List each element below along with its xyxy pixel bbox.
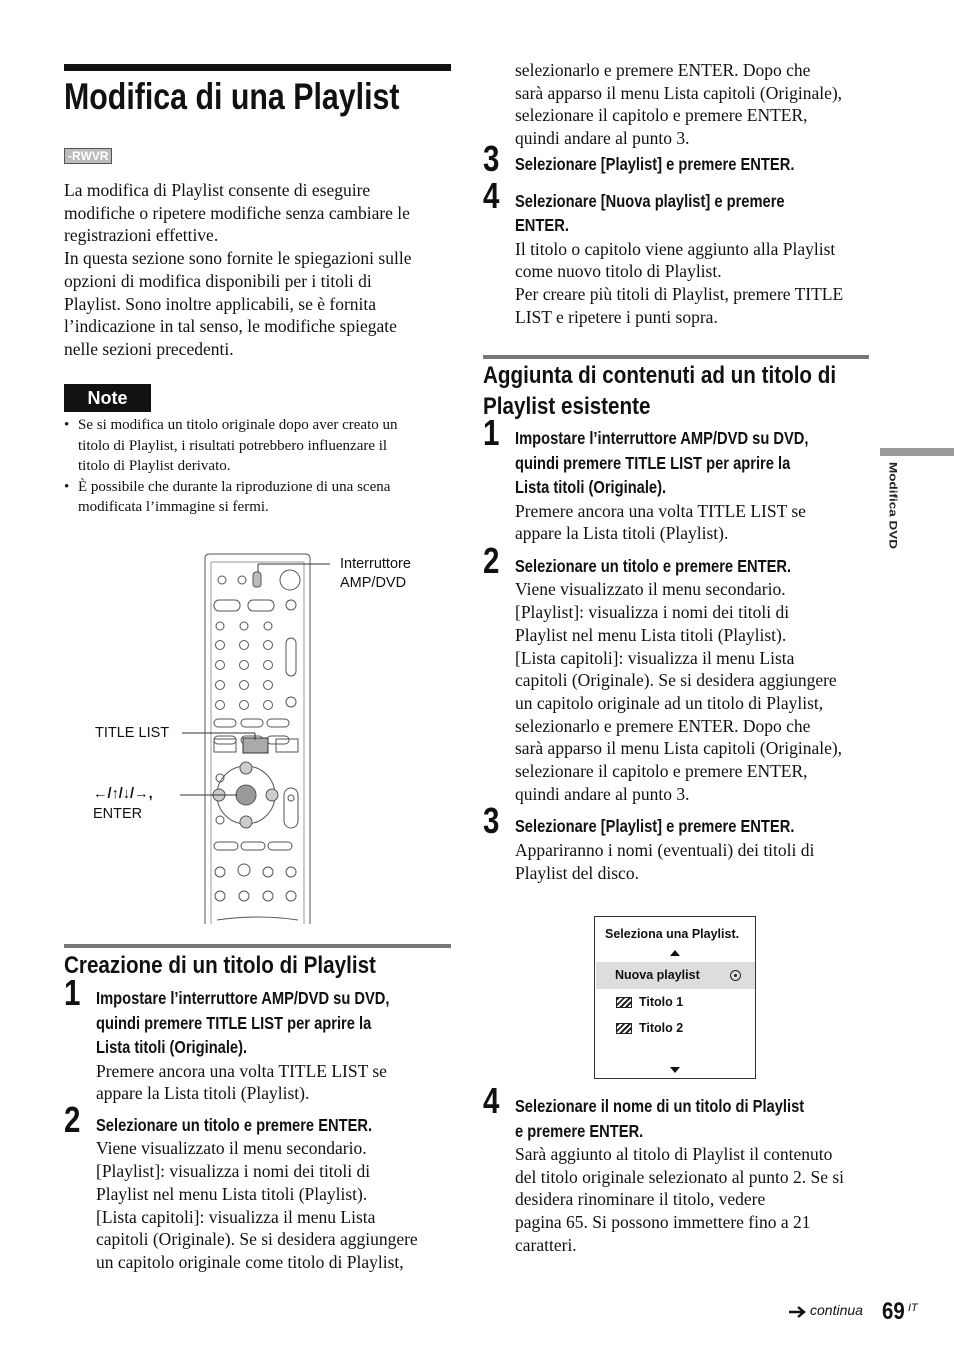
step-title-line: quindi premere TITLE LIST per aprire la [515, 452, 791, 473]
text-line: opzioni di modifica disponibili per i titoli di [64, 270, 372, 291]
step-body-line: del titolo originale selezionato al punto 2. Se si [515, 1166, 845, 1187]
step-body [96, 1137, 454, 1273]
menu-item-titolo-2[interactable] [596, 1015, 755, 1041]
step-body [96, 1060, 454, 1105]
note-item [64, 477, 398, 518]
step-4 [483, 174, 873, 329]
text-line: sarà apparso il menu Lista capitoli (Originale), [515, 82, 843, 103]
text-line: nelle sezioni precedenti. [64, 338, 234, 359]
step-title-line: Impostare l’interruttore AMP/DVD su DVD, [515, 428, 809, 448]
section1-rule [64, 944, 451, 948]
col2-continued-text [515, 59, 842, 150]
step-body [515, 839, 873, 884]
step-body [515, 238, 873, 329]
menu-item-label: Titolo 2 [639, 1021, 684, 1035]
step-number: 1 [64, 972, 81, 1013]
step-body-line: caratteri. [515, 1234, 577, 1255]
menu-item-label: Titolo 1 [639, 995, 684, 1009]
step-body-line: appare la Lista titoli (Playlist). [96, 1083, 310, 1104]
section2-steps-a [483, 412, 873, 884]
step-body-line: selezionarlo e premere ENTER. Dopo che [515, 715, 811, 736]
step-title-line: Selezionare [Playlist] e premere ENTER. [515, 154, 795, 174]
step-body-line: [Playlist]: visualizza i nomi dei titoli di [515, 602, 790, 623]
step-title [515, 814, 873, 839]
continua-arrow-icon [789, 1305, 809, 1317]
step-body-line: selezionare il capitolo e premere ENTER, [515, 761, 808, 782]
bullet-icon: • [64, 478, 70, 495]
step-body-line: Premere ancora una volta TITLE LIST se [96, 1060, 387, 1081]
text-line: Playlist. Sono inoltre applicabili, se è fornita [64, 293, 377, 314]
step-body-line: appare la Lista titoli (Playlist). [515, 523, 729, 544]
bullet-icon: • [64, 417, 70, 433]
callout-amp-dvd: Interruttore AMP/DVD [340, 556, 411, 591]
note-line: Se si modifica un titolo originale dopo aver creato un [78, 417, 398, 433]
section2-heading: Aggiunta di contenuti ad un titolo di Playlist esistente [483, 362, 837, 420]
page-number: 69 [882, 1298, 905, 1325]
step-title [515, 426, 873, 500]
step-title-line: Selezionare il nome di un titolo di Playlist [515, 1096, 805, 1116]
side-tab-bar [880, 448, 954, 456]
text-line: modifiche o ripetere modifiche senza cambiare le [64, 202, 410, 223]
step-title [515, 189, 873, 238]
step-body-line: LIST e ripetere i punti sopra. [515, 306, 718, 327]
step-body-line: Playlist nel menu Lista titoli (Playlist). [515, 624, 787, 645]
up-arrow-icon[interactable] [670, 950, 680, 956]
step-body-line: [Playlist]: visualizza i nomi dei titoli di [96, 1161, 371, 1182]
section1-heading: Creazione di un titolo di Playlist [64, 952, 376, 979]
note-line: titolo di Playlist, i risultati potrebbero influenzare il [78, 437, 388, 454]
side-tab-label: Modifica DVD [887, 462, 900, 550]
step-title-line: Lista titoli (Originale). [96, 1037, 248, 1057]
step-body-line: sarà apparso il menu Lista capitoli (Originale), [515, 738, 843, 759]
step-body-line: [Lista capitoli]: visualizza il menu Lista [515, 647, 795, 668]
menu-item-nuova-playlist[interactable] [596, 962, 755, 989]
text-line: La modifica di Playlist consente di eseguire [64, 180, 371, 200]
step-body-line: capitoli (Originale). Se si desidera aggiungere [96, 1229, 418, 1250]
note-line: È possibile che durante la riproduzione di una scena [78, 478, 391, 495]
down-arrow-icon[interactable] [670, 1067, 680, 1073]
page-lang: IT [908, 1302, 918, 1314]
clapper-icon [616, 1023, 632, 1034]
step-body-line: Sarà aggiunto al titolo di Playlist il contenuto [515, 1144, 833, 1164]
text-line: registrazioni effettive. [64, 225, 219, 246]
note-line: modificata l’immagine si fermi. [78, 499, 269, 515]
menu-title: Seleziona una Playlist. [605, 927, 740, 941]
note-label: Note [64, 384, 151, 412]
step-title-line: e premere ENTER. [515, 1120, 644, 1141]
playlist-menu [594, 916, 756, 1079]
text-line: In questa sezione sono fornite le spiegazioni sulle [64, 248, 412, 269]
rwvr-badge: -RWVR [64, 148, 112, 164]
step-4 [483, 1080, 873, 1257]
step-title-line: Lista titoli (Originale). [515, 477, 667, 497]
step-body-line: Premere ancora una volta TITLE LIST se [515, 500, 806, 521]
step-number: 3 [483, 138, 500, 179]
step-body-line: pagina 65. Si possono immettere fino a 21 [515, 1212, 811, 1233]
selected-dot-icon [730, 970, 741, 981]
step-body-line: capitoli (Originale). Se si desidera aggiungere [515, 670, 837, 691]
step-title-line: ENTER. [515, 215, 569, 235]
step-title [96, 1113, 454, 1138]
step-body [515, 578, 873, 805]
step-title-line: Selezionare [Playlist] e premere ENTER. [515, 816, 795, 837]
clapper-icon [616, 997, 632, 1008]
step-title-line: Selezionare un titolo e premere ENTER. [96, 1114, 373, 1135]
section2-steps-b [483, 1080, 873, 1257]
step-title [96, 986, 454, 1060]
page-title: Modifica di una Playlist [64, 76, 400, 117]
step-body-line: un capitolo originale ad un titolo di Playlist, [515, 692, 824, 713]
text-line: selezionarlo e premere ENTER. Dopo che [515, 60, 811, 80]
step-body-line: Appariranno i nomi (eventuali) dei titoli di [515, 839, 815, 860]
continua-text: continua [810, 1302, 863, 1318]
intro-text [64, 179, 411, 361]
step-title [515, 152, 873, 177]
text-line: l’indicazione in tal senso, le modifiche spiegate [64, 316, 397, 337]
callout-title-list: TITLE LIST [95, 725, 170, 741]
step-body-line: quindi andare al punto 3. [515, 783, 690, 804]
step-body-line: Per creare più titoli di Playlist, premere TITLE [515, 283, 844, 304]
step-number: 1 [483, 412, 500, 453]
text-line: selezionare il capitolo e premere ENTER, [515, 105, 808, 126]
section1-steps [64, 972, 454, 1274]
step-2 [483, 539, 873, 806]
step-1 [64, 972, 454, 1105]
section2-rule [483, 355, 869, 359]
step-body-line: un capitolo originale come titolo di Playlist, [96, 1251, 404, 1272]
step-number: 2 [483, 539, 500, 581]
note-list [64, 415, 398, 518]
step-number: 4 [483, 174, 500, 216]
step-title-line: Impostare l’interruttore AMP/DVD su DVD, [96, 988, 390, 1008]
step-body [515, 500, 873, 545]
step-number: 4 [483, 1080, 500, 1121]
title-rule [64, 64, 451, 71]
callout-arrows-enter: ←/↑/↓/→, ENTER [93, 786, 153, 822]
text-line: quindi andare al punto 3. [515, 128, 690, 149]
step-body-line: [Lista capitoli]: visualizza il menu Lista [96, 1206, 376, 1227]
step-body-line: Playlist del disco. [515, 862, 639, 883]
step-body-line: come nuovo titolo di Playlist. [515, 261, 722, 282]
step-title-line: Selezionare [Nuova playlist] e premere [515, 190, 785, 211]
step-1 [483, 412, 873, 545]
step-body-line: desidera rinominare il titolo, vedere [515, 1189, 766, 1210]
step-body-line: Playlist nel menu Lista titoli (Playlist). [96, 1183, 368, 1204]
step-number: 2 [64, 1098, 81, 1140]
step-body [515, 1143, 873, 1257]
step-body-line: Il titolo o capitolo viene aggiunto alla Playlist [515, 238, 836, 259]
step-body-line: Viene visualizzato il menu secondario. [515, 579, 786, 600]
note-item [64, 415, 398, 477]
step-title [515, 554, 873, 579]
menu-item-label: Nuova playlist [615, 968, 700, 982]
step-number: 3 [483, 800, 500, 842]
step-2 [64, 1098, 454, 1274]
menu-item-titolo-1[interactable] [596, 989, 755, 1015]
step-title-line: Selezionare un titolo e premere ENTER. [515, 555, 792, 576]
step-3 [483, 800, 873, 884]
step-body-line: Viene visualizzato il menu secondario. [96, 1138, 367, 1159]
step-title [515, 1094, 873, 1143]
note-line: titolo di Playlist derivato. [78, 458, 231, 474]
step-title-line: quindi premere TITLE LIST per aprire la [96, 1012, 372, 1033]
